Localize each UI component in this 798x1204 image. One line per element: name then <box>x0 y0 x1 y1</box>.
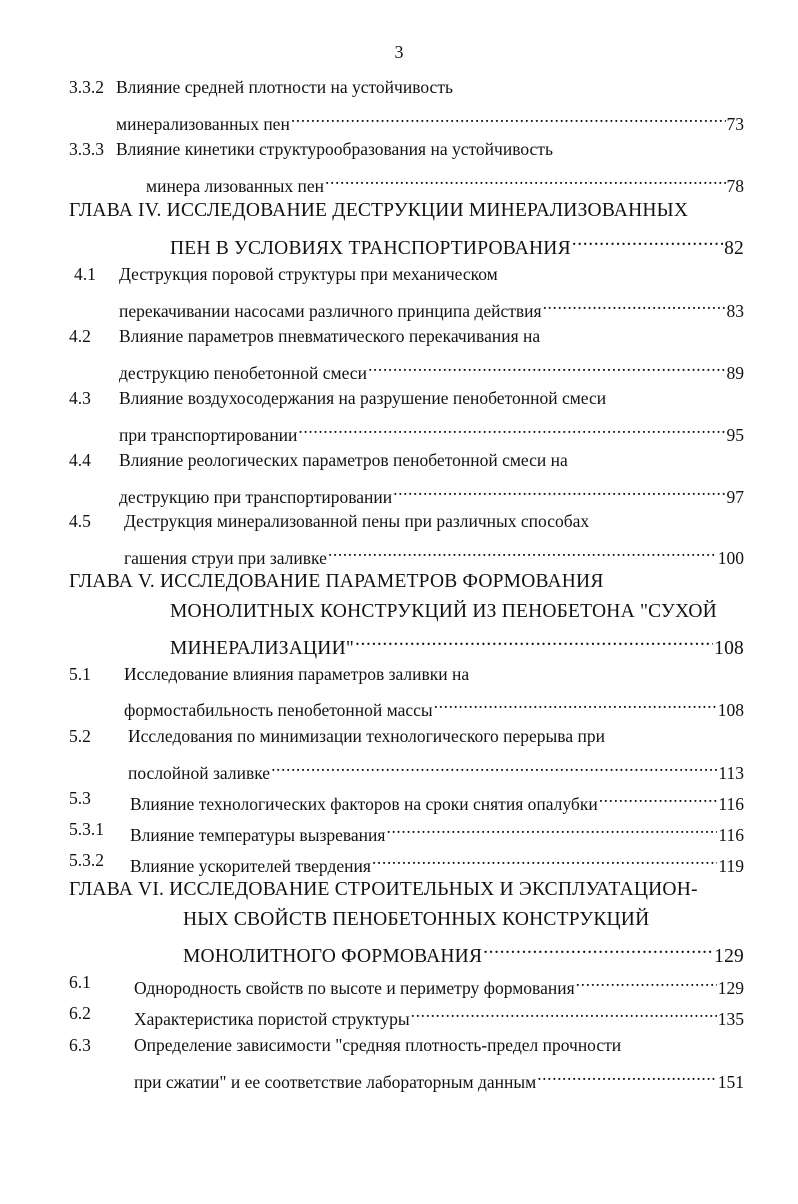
toc-page-number: 73 <box>726 114 744 134</box>
toc-page-number: 129 <box>717 978 744 998</box>
toc-entry-number: 4.4 <box>69 450 91 470</box>
toc-entry-leader-line: деструкцию пенобетонной смеси ..... 89 <box>119 355 744 379</box>
toc-entry-title: Исследования по минимизации технологического перерыва при <box>128 726 605 746</box>
leader-dots <box>537 1064 717 1088</box>
toc-entry-title: Определение зависимости "средняя плотность-предел прочности <box>134 1035 622 1055</box>
toc-page-number: 151 <box>717 1072 744 1092</box>
toc-entry-leader-line: перекачивании насосами различного принципа действия ..... 83 <box>119 293 744 317</box>
toc-entry-title: Влияние воздухосодержания на разрушение пенобетонной смеси <box>119 388 607 408</box>
toc-page-number: 89 <box>726 363 744 383</box>
toc-entry-leader-line: деструкцию при транспортировании ..... 97 <box>119 479 744 503</box>
leader-dots <box>572 230 723 254</box>
toc-page-number: 116 <box>718 825 744 845</box>
toc-page-number: 95 <box>726 425 744 445</box>
toc-page-number: 129 <box>714 946 744 967</box>
toc-entry-number: 3.3.2 <box>69 77 104 97</box>
toc-entry-number: 5.1 <box>69 664 91 684</box>
leader-dots <box>328 540 717 564</box>
leader-dots <box>271 755 717 779</box>
chapter-heading: ГЛАВА IV. ИССЛЕДОВАНИЕ ДЕСТРУКЦИИ МИНЕРАЛИЗОВАННЫХ <box>69 200 689 221</box>
toc-entry-leader-line: Влияние технологических факторов на сроки снятия опалубки ..... 116 <box>130 786 744 810</box>
toc-entry-leader-line: послойной заливке ..... 113 <box>128 755 744 779</box>
chapter-heading-leader-line: МОНОЛИТНОГО ФОРМОВАНИЯ ..... 129 <box>183 938 744 962</box>
toc-entry-leader-line: Характеристика пористой структуры ..... 135 <box>134 1001 744 1025</box>
toc-entry-leader-line: формостабильность пенобетонной массы ..... 108 <box>124 692 744 716</box>
toc-entry-number: 6.1 <box>69 972 91 992</box>
chapter-heading-line: МОНОЛИТНЫХ КОНСТРУКЦИЙ ИЗ ПЕНОБЕТОНА "СУХОЙ <box>170 601 717 622</box>
toc-page-number: 78 <box>726 176 744 196</box>
toc-entry-number: 6.3 <box>69 1035 91 1055</box>
toc-page-number: 116 <box>718 794 744 814</box>
toc-entry-title: Деструкция поровой структуры при механическом <box>119 264 498 284</box>
leader-dots <box>393 479 725 503</box>
toc-entry-number: 5.3.2 <box>69 850 104 870</box>
toc-page-number: 119 <box>718 856 744 876</box>
toc-entry-leader-line: Влияние ускорителей твердения ..... 119 <box>130 848 744 872</box>
toc-entry-number: 5.3 <box>69 788 91 808</box>
toc-page-number: 135 <box>717 1009 744 1029</box>
chapter-heading-leader-line: МИНЕРАЛИЗАЦИИ" ..... 108 <box>170 630 744 654</box>
leader-dots <box>298 417 725 441</box>
chapter-heading: ГЛАВА V. ИССЛЕДОВАНИЕ ПАРАМЕТРОВ ФОРМОВАНИЯ <box>69 571 604 592</box>
leader-dots <box>325 168 725 192</box>
chapter-heading-line: НЫХ СВОЙСТВ ПЕНОБЕТОННЫХ КОНСТРУКЦИЙ <box>183 909 650 930</box>
leader-dots <box>483 938 713 962</box>
toc-page-number: 83 <box>726 301 744 321</box>
toc-entry-title: Влияние кинетики структурообразования на устойчивость <box>116 139 553 159</box>
leader-dots <box>411 1001 717 1025</box>
toc-entry-number: 4.1 <box>74 264 96 284</box>
page-number: 3 <box>394 42 404 62</box>
leader-dots <box>368 355 726 379</box>
leader-dots <box>434 692 717 716</box>
toc-entry-number: 5.3.1 <box>69 819 104 839</box>
toc-entry-number: 5.2 <box>69 726 91 746</box>
toc-entry-leader-line: Однородность свойств по высоте и периметру формования ..... 129 <box>134 970 744 994</box>
toc-entry-number: 4.2 <box>69 326 91 346</box>
toc-entry-leader-line: при транспортировании ..... 95 <box>119 417 744 441</box>
toc-page-number: 97 <box>726 487 744 507</box>
chapter-heading-leader-line: ПЕН В УСЛОВИЯХ ТРАНСПОРТИРОВАНИЯ ..... 82 <box>170 230 744 254</box>
toc-entry-number: 4.3 <box>69 388 91 408</box>
leader-dots <box>386 817 717 841</box>
leader-dots <box>599 786 718 810</box>
toc-entry-leader-line: Влияние температуры вызревания ..... 116 <box>130 817 744 841</box>
toc-entry-number: 4.5 <box>69 511 91 531</box>
toc-page-number: 82 <box>724 238 744 259</box>
toc-entry-leader-line: минерализованных пен ..... 73 <box>116 106 744 130</box>
toc-entry-number: 6.2 <box>69 1003 91 1023</box>
leader-dots <box>372 848 718 872</box>
toc-entry-title: Исследование влияния параметров заливки на <box>124 664 470 684</box>
toc-entry-title: Деструкция минерализованной пены при различных способах <box>124 511 590 531</box>
leader-dots <box>291 106 726 130</box>
toc-entry-leader-line: гашения струи при заливке ..... 100 <box>124 540 744 564</box>
toc-entry-leader-line: минера лизованных пен ..... 78 <box>146 168 744 192</box>
leader-dots <box>543 293 726 317</box>
leader-dots <box>355 630 713 654</box>
chapter-heading: ГЛАВА VI. ИССЛЕДОВАНИЕ СТРОИТЕЛЬНЫХ И ЭКСПЛУАТАЦИОН- <box>69 879 698 900</box>
toc-page-number: 113 <box>718 763 744 783</box>
leader-dots <box>576 970 717 994</box>
toc-page-number: 108 <box>717 700 744 720</box>
toc-page-number: 108 <box>714 638 744 659</box>
toc-page-number: 100 <box>717 548 744 568</box>
toc-entry-title: Влияние реологических параметров пенобетонной смеси на <box>119 450 568 470</box>
toc-entry-title: Влияние параметров пневматического перекачивания на <box>119 326 541 346</box>
toc-entry-title: Влияние средней плотности на устойчивость <box>116 77 453 97</box>
toc-entry-leader-line: при сжатии" и ее соответствие лабораторным данным ..... 151 <box>134 1064 744 1088</box>
toc-entry-number: 3.3.3 <box>69 139 104 159</box>
